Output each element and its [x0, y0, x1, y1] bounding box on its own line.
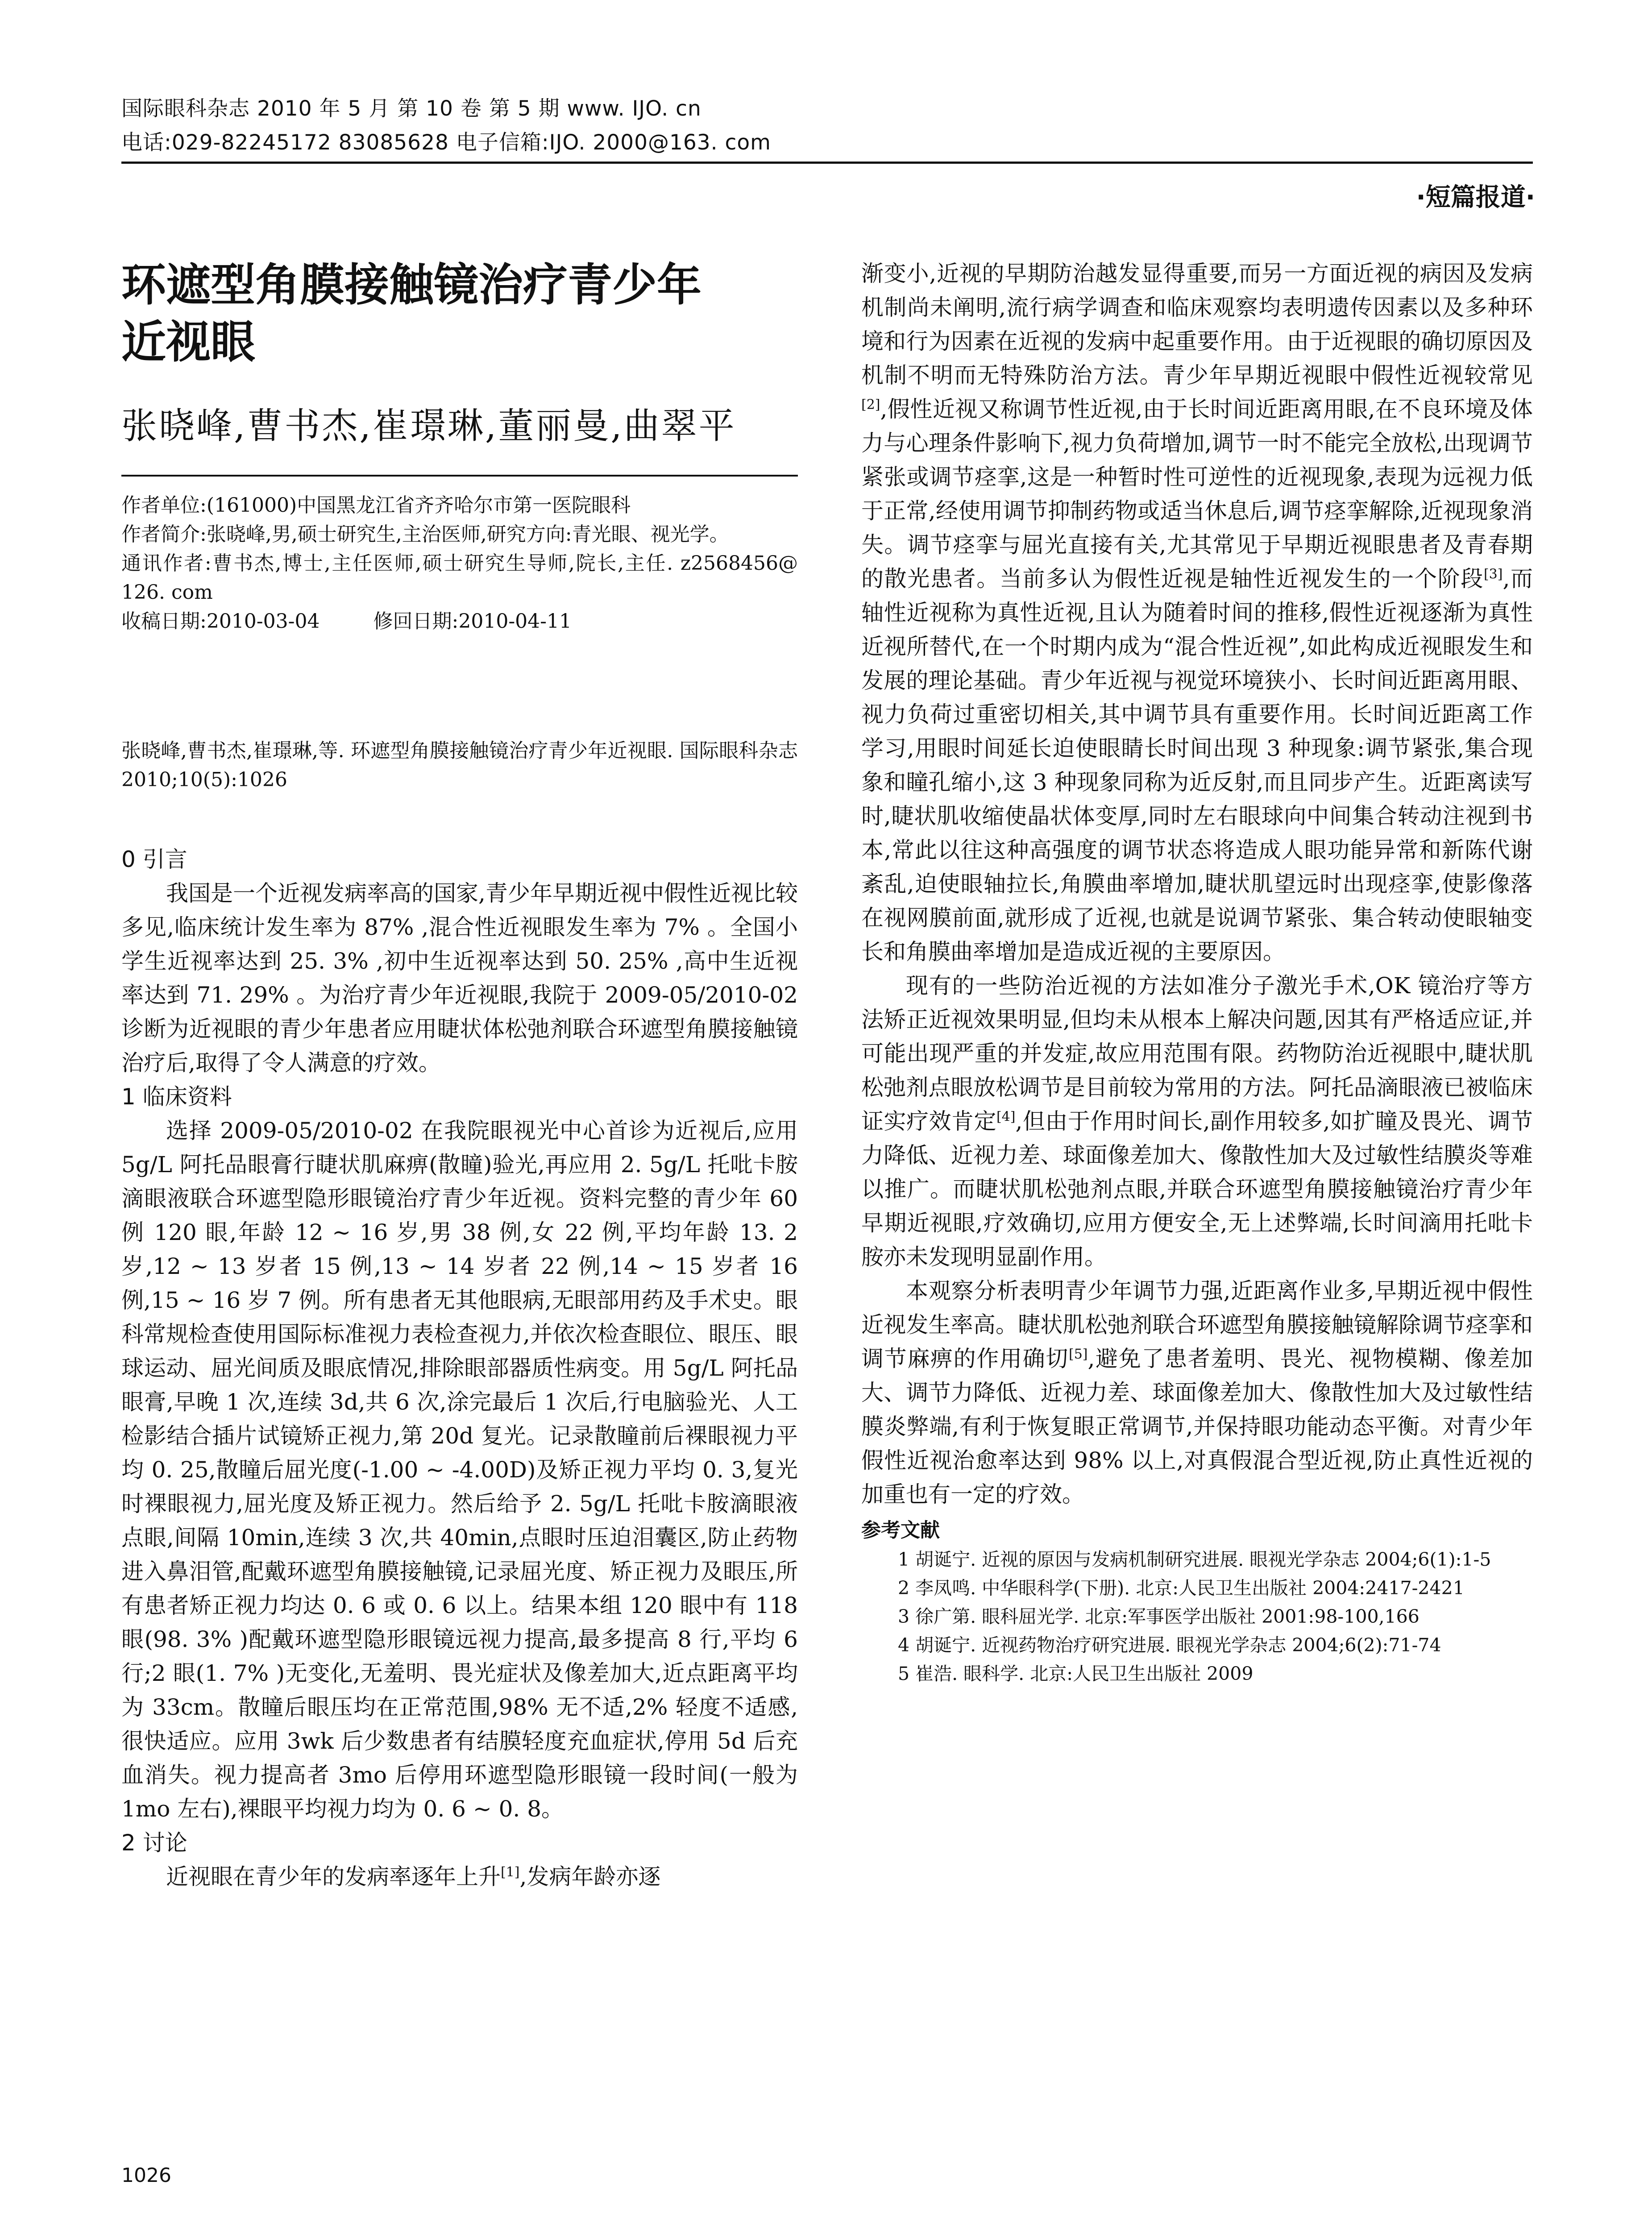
citation-mark: [2] [861, 397, 880, 413]
reference-item: 4 胡诞宁. 近视药物治疗研究进展. 眼视光学杂志 2004;6(2):71-74 [898, 1634, 1441, 1656]
discussion-paragraph-cont [861, 257, 1533, 969]
discussion-text-a: 渐变小,近视的早期防治越发显得重要,而另一方面近视的病因及发病机制尚未阐明,流行病学调查和临床观察均表明遗传因素以及多种环境和行为因素在近视的发病中起重要作用。由于近视眼的确切原因及机制不明而无特殊防治方法。青少年早期近视眼中假性近视较常见 [861, 261, 1533, 388]
references-heading: 参考文献 [861, 1519, 940, 1542]
author-list: 张晓峰,曹书杰,崔璟琳,董丽曼,曲翠平 [121, 405, 736, 447]
author-info [121, 491, 798, 636]
discussion-text-cont: ,发病年龄亦逐 [519, 1864, 661, 1890]
discussion-heading: 2 讨论 [121, 1830, 187, 1856]
methods-text-a: 现有的一些防治近视的方法如准分子激光手术,OK 镜治疗等方法矫正近视效果明显,但均未从根本上解决问题,因其有严格适应证,并可能出现严重的并发症,故应用范围有限。药物防治近视眼中,睫状肌松弛剂点眼放松调节是目前较为常用的方法。阿托品滴眼液已被临床证实疗效肯定 [861, 973, 1533, 1134]
clinical-heading: 1 临床资料 [121, 1084, 232, 1110]
title-line-1: 环遮型角膜接触镜治疗青少年 [121, 259, 701, 311]
conclusion-paragraph [861, 1274, 1533, 1511]
citation-mark: [4] [996, 1109, 1016, 1125]
reference-list [861, 1545, 1533, 1688]
citation-mark: [5] [1068, 1346, 1088, 1362]
discussion-paragraph-start [121, 1860, 798, 1894]
left-column [121, 842, 798, 1894]
author-bio: 作者简介:张晓峰,男,硕士研究生,主治医师,研究方向:青光眼、视光学。 [121, 523, 729, 546]
reference-item: 3 徐广第. 眼科屈光学. 北京:军事医学出版社 2001:98-100,166 [898, 1606, 1420, 1627]
discussion-text-c: ,而轴性近视称为真性近视,且认为随着时间的推移,假性近视逐渐为真性近视所替代,在一个时期内成为“混合性近视”,如此构成近视眼发生和发展的理论基础。青少年近视与视觉环境狭小、长时间近距离用眼、视力负荷过重密切相关,其中调节具有重要作用。长时间近距离工作学习,用眼时间延长迫使眼睛长时间出现 3 种现象:调节紧张,集合现象和瞳孔缩小,这 3 种现象同称为近反射,而且同步产生。近距离读写时,睫状肌收缩使晶状体变厚,同时左右眼球向中间集合转动注视到书本,常此以往这种高强度的调节状态将造成人眼功能异常和新陈代谢紊乱,迫使眼轴拉长,角膜曲率增加,睫状肌望远时出现痉挛,使影像落在视网膜前面,就形成了近视,也就是说调节紧张、集合转动使眼轴变长和角膜曲率增加是造成近视的主要原因。 [861, 566, 1533, 965]
journal-header-line: 国际眼科杂志 2010 年 5 月 第 10 卷 第 5 期 www. IJO. cn [121, 96, 701, 121]
citation-mark: [3] [1483, 566, 1503, 582]
title-line-2: 近视眼 [121, 316, 255, 368]
section-tag: ·短篇报道· [1416, 183, 1535, 212]
methods-paragraph [861, 969, 1533, 1274]
right-column [861, 257, 1533, 1688]
citation: 张晓峰,曹书杰,崔璟琳,等. 环遮型角膜接触镜治疗青少年近视眼. 国际眼科杂志 2010;10(5):1026 [121, 739, 798, 791]
methods-text-b: ,但由于作用时间长,副作用较多,如扩瞳及畏光、调节力降低、近视力差、球面像差加大、像散性加大及过敏性结膜炎等难以推广。而睫状肌松弛剂点眼,并联合环遮型角膜接触镜治疗青少年早期近视眼,疗效确切,应用方便安全,无上述弊端,长时间滴用托吡卡胺亦未发现明显副作用。 [861, 1108, 1533, 1270]
discussion-text: 近视眼在青少年的发病率逐年上升 [166, 1864, 501, 1890]
intro-heading: 0 引言 [121, 846, 187, 872]
reference-item: 5 崔浩. 眼科学. 北京:人民卫生出版社 2009 [898, 1663, 1254, 1684]
reference-item: 2 李凤鸣. 中华眼科学(下册). 北京:人民卫生出版社 2004:2417-2421 [898, 1577, 1465, 1599]
author-rule [121, 475, 798, 477]
page-number: 1026 [121, 2164, 171, 2187]
correspondence: 通讯作者:曹书杰,博士,主任医师,硕士研究生导师,院长,主任. z2568456@ 126. com [121, 552, 798, 604]
citation-block [121, 736, 798, 794]
header-rule [121, 162, 1533, 164]
discussion-text-b: ,假性近视又称调节性近视,由于长时间近距离用眼,在不良环境及体力与心理条件影响下,视力负荷增加,调节一时不能完全放松,出现调节紧张或调节痉挛,这是一种暂时性可逆性的近视现象,表现为远视力低于正常,经使用调节抑制药物或适当休息后,调节痉挛解除,近视现象消失。调节痉挛与屈光直接有关,尤其常见于早期近视眼患者及青春期的散光患者。当前多认为假性近视是轴性近视发生的一个阶段 [861, 396, 1533, 592]
affiliation: 作者单位:(161000)中国黑龙江省齐齐哈尔市第一医院眼科 [121, 494, 631, 517]
received-date: 收稿日期:2010-03-04 [121, 610, 320, 633]
conclusion-text-b: ,避免了患者羞明、畏光、视物模糊、像差加大、调节力降低、近视力差、球面像差加大、像散性加大及过敏性结膜炎弊端,有利于恢复眼正常调节,并保持眼功能动态平衡。对青少年假性近视治愈率达到 98% 以上,对真假混合型近视,防止真性近视的加重也有一定的疗效。 [861, 1346, 1533, 1507]
intro-paragraph: 我国是一个近视发病率高的国家,青少年早期近视中假性近视比较多见,临床统计发生率为 87% ,混合性近视眼发生率为 7% 。全国小学生近视率达到 25. 3% ,初中生近视率达到 50. 25% ,高中生近视率达到 71. 29% 。为治疗青少年近视眼,我院于 2009-05/2010-02 诊断为近视眼的青少年患者应用睫状体松弛剂联合环遮型角膜接触镜治疗后,取得了令人满意的疗效。 [121, 880, 798, 1076]
reference-item: 1 胡诞宁. 近视的原因与发病机制研究进展. 眼视光学杂志 2004;6(1):1-5 [898, 1549, 1491, 1570]
dates [121, 607, 798, 636]
article-title [121, 257, 798, 371]
conclusion-text-a: 本观察分析表明青少年调节力强,近距离作业多,早期近视中假性近视发生率高。睫状肌松弛剂联合环遮型角膜接触镜解除调节痉挛和调节麻痹的作用确切 [861, 1278, 1533, 1372]
citation-mark: [1] [501, 1864, 520, 1880]
clinical-paragraph: 选择 2009-05/2010-02 在我院眼视光中心首诊为近视后,应用 5g/L 阿托品眼膏行睫状肌麻痹(散瞳)验光,再应用 2. 5g/L 托吡卡胺滴眼液联合环遮型隐形眼镜治疗青少年近视。资料完整的青少年 60 例 120 眼,年龄 12 ~ 16 岁,男 38 例,女 22 例,平均年龄 13. 2 岁,12 ~ 13 岁者 15 例,13 ~ 14 岁者 22 例,14 ~ 15 岁者 16 例,15 ~ 16 岁 7 例。所有患者无其他眼病,无眼部用药及手术史。眼科常规检查使用国际标准视力表检查视力,并依次检查眼位、眼压、眼球运动、屈光间质及眼底情况,排除眼部器质性病变。用 5g/L 阿托品眼膏,早晚 1 次,连续 3d,共 6 次,涂完最后 1 次后,行电脑验光、人工检影结合插片试镜矫正视力,第 20d 复光。记录散瞳前后裸眼视力平均 0. 25,散瞳后屈光度(-1.00 ~ -4.00D)及矫正视力平均 0. 3,复光时裸眼视力,屈光度及矫正视力。然后给予 2. 5g/L 托吡卡胺滴眼液点眼,间隔 10min,连续 3 次,共 40min,点眼时压迫泪囊区,防止药物进入鼻泪管,配戴环遮型角膜接触镜,记录屈光度、矫正视力及眼压,所有患者矫正视力均达 0. 6 或 0. 6 以上。结果本组 120 眼中有 118 眼(98. 3% )配戴环遮型隐形眼镜远视力提高,最多提高 8 行,平均 6 行;2 眼(1. 7% )无变化,无羞明、畏光症状及像差加大,近点距离平均为 33cm。散瞳后眼压均在正常范围,98% 无不适,2% 轻度不适感,很快适应。应用 3wk 后少数患者有结膜轻度充血症状,停用 5d 后充血消失。视力提高者 3mo 后停用环遮型隐形眼镜一段时间(一般为 1mo 左右),裸眼平均视力均为 0. 6 ~ 0. 8。 [121, 1118, 798, 1822]
journal-contact-line: 电话:029-82245172 83085628 电子信箱:IJO. 2000@163. com [121, 130, 771, 155]
revised-date: 修回日期:2010-04-11 [373, 610, 572, 633]
